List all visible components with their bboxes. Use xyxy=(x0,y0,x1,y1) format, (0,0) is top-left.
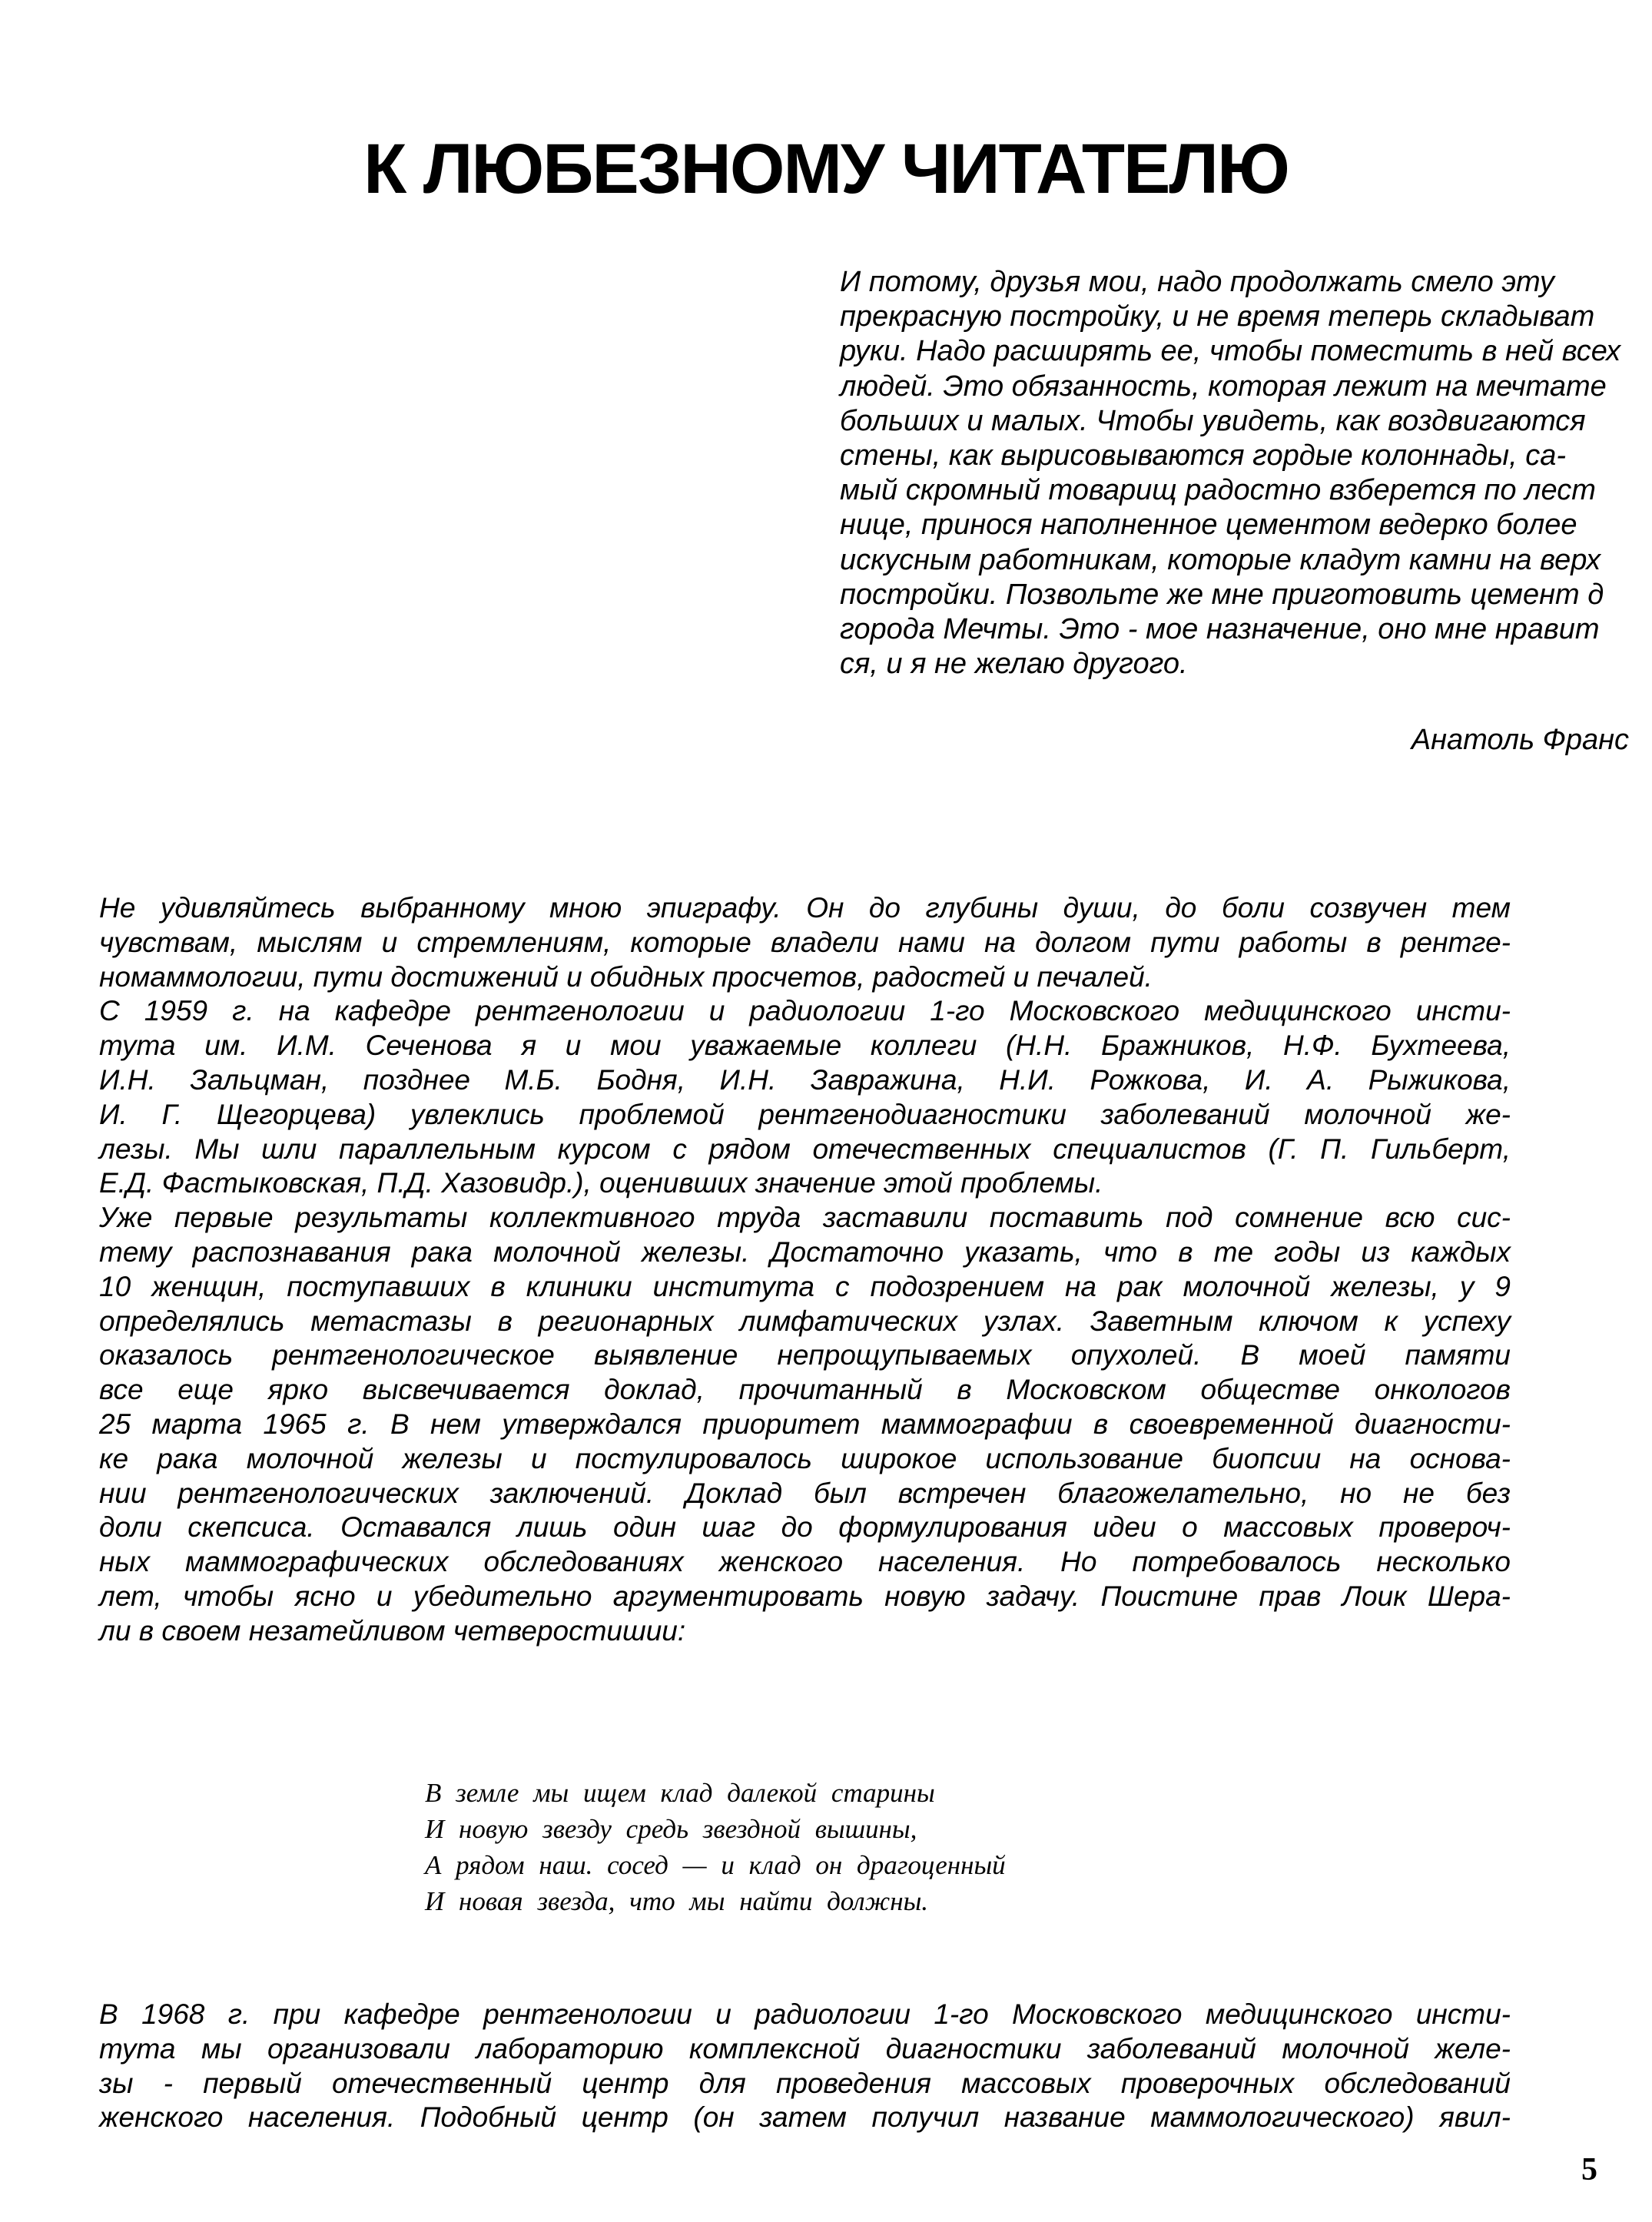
body-line: 25 марта 1965 г. В нем утверждался приоритет маммографии в своевременной диагности- xyxy=(99,1408,1511,1440)
body-line: В 1968 г. при кафедре рентгенологии и радиологии 1-го Московского медицинского инсти- xyxy=(99,1998,1511,2030)
poem-line: И новую звезду средь звездной вышины, xyxy=(425,1814,917,1844)
epigraph-line: прекрасную постройку, и не время теперь складыват xyxy=(840,300,1595,333)
page-title: К ЛЮБЕЗНОМУ ЧИТАТЕЛЮ xyxy=(363,130,1289,208)
body-line: ных маммографических обследованиях женского населения. Но потребовалось несколько xyxy=(99,1546,1511,1578)
body-line: 10 женщин, поступавших в клиники института с подозрением на рак молочной железы, у 9 xyxy=(99,1270,1511,1302)
body-line: определялись метастазы в регионарных лимфатических узлах. Заветным ключом к успеху xyxy=(99,1305,1511,1337)
epigraph-line: искусным работникам, которые кладут камни на верх xyxy=(840,543,1601,576)
page-number: 5 xyxy=(1581,2152,1597,2187)
body-line: лет, чтобы ясно и убедительно аргументировать новую задачу. Поистине прав Лоик Шера- xyxy=(99,1580,1511,1612)
body-line: Уже первые результаты коллективного труда заставили поставить под сомнение всю сис- xyxy=(99,1202,1511,1234)
poem-line: И новая звезда, что мы найти должны. xyxy=(425,1886,929,1916)
body-line: С 1959 г. на кафедре рентгенологии и радиологии 1-го Московского медицинского инсти- xyxy=(99,995,1511,1027)
poem-line: В земле мы ищем клад далекой старины xyxy=(425,1778,935,1808)
epigraph-author: Анатоль Франс xyxy=(1411,724,1629,756)
epigraph-line: города Мечты. Это - мое назначение, оно мне нравит xyxy=(840,613,1600,646)
epigraph xyxy=(840,265,1652,682)
body-line: тему распознавания рака молочной железы. Достаточно указать, что в те годы из каждых xyxy=(99,1235,1511,1268)
body-line: все еще ярко высвечивается доклад, прочитанный в Московском обществе онкологов xyxy=(99,1374,1511,1406)
body-line: женского населения. Подобный центр (он затем получил название маммологического) явил- xyxy=(99,2101,1511,2134)
poem xyxy=(425,1775,1006,1919)
body-line: лезы. Мы шли параллельным курсом с рядом отечественных специалистов (Г. П. Гильберт, xyxy=(99,1133,1511,1165)
closing-paragraph xyxy=(99,1998,1511,2135)
body-line: номаммологии, пути достижений и обидных просчетов, радостей и печалей. xyxy=(99,960,1153,993)
body-line: оказалось рентгенологическое выявление непрощупываемых опухолей. В моей памяти xyxy=(99,1339,1511,1371)
body-line: ли в своем незатейливом четверостишии: xyxy=(99,1614,686,1647)
epigraph-line: больших и малых. Чтобы увидеть, как воздвигаются xyxy=(840,404,1586,437)
epigraph-line: ся, и я не желаю другого. xyxy=(840,648,1188,681)
epigraph-line: постройки. Позвольте же мне приготовить цемент д xyxy=(840,578,1604,611)
epigraph-line: руки. Надо расширять ее, чтобы поместить в ней всех xyxy=(840,335,1621,368)
epigraph-line: стены, как вырисовываются гордые колоннады, са- xyxy=(840,439,1567,473)
epigraph-line: мый скромный товарищ радостно взберется по лест xyxy=(840,474,1596,507)
body-line: Не удивляйтесь выбранному мною эпиграфу. Он до глубины души, до боли созвучен тем xyxy=(99,892,1511,924)
epigraph-line: нице, принося наполненное цементом ведерко более xyxy=(840,509,1577,542)
body-text xyxy=(99,891,1511,1649)
epigraph-line: И потому, друзья мои, надо продолжать смело эту xyxy=(840,266,1554,298)
epigraph-line: людей. Это обязанность, которая лежит на мечтате xyxy=(840,370,1607,403)
body-line: зы - первый отечественный центр для проведения массовых проверочных обследований xyxy=(99,2067,1511,2099)
body-line: доли скепсиса. Оставался лишь один шаг до формулирования идеи о массовых провероч- xyxy=(99,1511,1511,1544)
body-line: чувствам, мыслям и стремлениям, которые владели нами на долгом пути работы в рентге- xyxy=(99,926,1511,958)
body-line: нии рентгенологических заключений. Доклад был встречен благожелательно, но не без xyxy=(99,1477,1511,1509)
body-line: тута им. И.М. Сеченова я и мои уважаемые коллеги (Н.Н. Бражников, Н.Ф. Бухтеева, xyxy=(99,1030,1511,1062)
poem-line: А рядом наш. сосед — и клад он драгоценный xyxy=(425,1850,1006,1880)
body-line: И.Н. Зальцман, позднее М.Б. Бодня, И.Н. Завражина, Н.И. Рожкова, И. А. Рыжикова, xyxy=(99,1063,1511,1096)
body-line: ке рака молочной железы и постулировалось широкое использование биопсии на основа- xyxy=(99,1442,1511,1474)
body-line: И. Г. Щегорцева) увлеклись проблемой рентгенодиагностики заболеваний молочной же- xyxy=(99,1098,1511,1130)
body-line: Е.Д. Фастыковская, П.Д. Хазовидр.), оценивших значение этой проблемы. xyxy=(99,1167,1103,1199)
body-line: тута мы организовали лабораторию комплексной диагностики заболеваний молочной желе- xyxy=(99,2032,1511,2064)
